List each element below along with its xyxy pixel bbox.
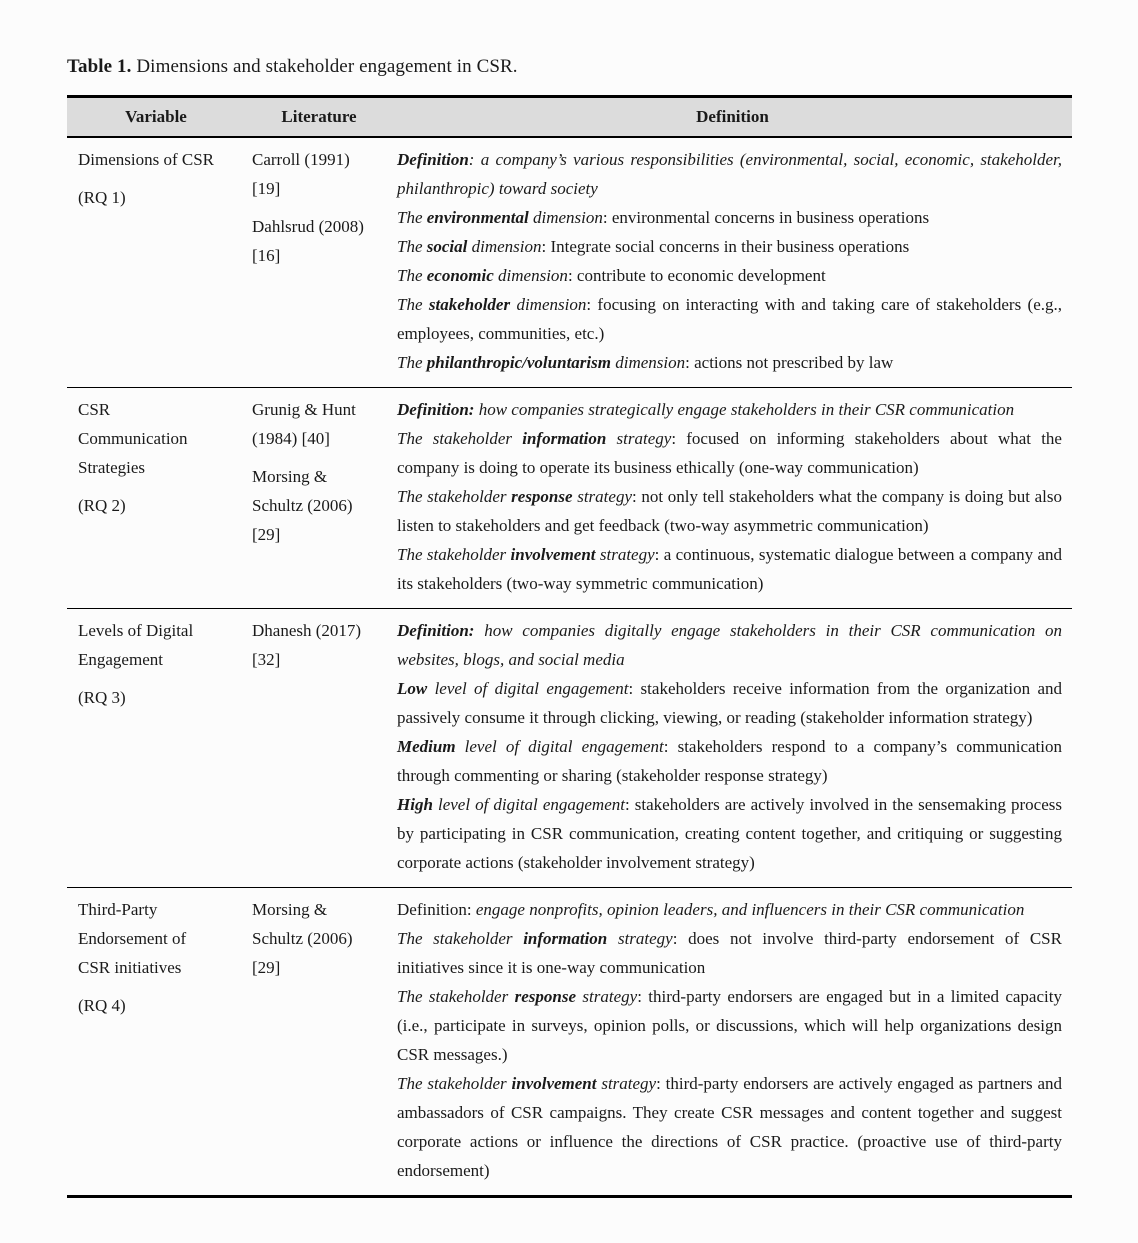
literature-line: Morsing &	[252, 899, 328, 919]
text-segment: : does not involve third-party endorsement of CSR initiatives since it is one-way communication	[397, 928, 1062, 977]
literature-cell	[245, 608, 393, 887]
definition-paragraph	[397, 895, 1062, 924]
text-segment: High	[397, 794, 438, 814]
text-segment: : stakeholders respond to a company’s communication through commenting or sharing (stakeholder response strategy)	[397, 736, 1062, 785]
variable-line: CSR	[78, 399, 111, 419]
text-segment: involvement	[510, 544, 600, 564]
rq-label: (RQ 4)	[78, 995, 126, 1015]
literature-line: [29]	[252, 957, 281, 977]
definition-paragraph	[397, 424, 1062, 482]
literature-reference	[252, 395, 389, 453]
text-segment: environmental	[426, 207, 534, 227]
text-segment: Low	[397, 678, 435, 698]
text-segment: strategy	[616, 428, 672, 448]
definition-paragraph	[397, 616, 1062, 674]
definition-cell	[393, 387, 1072, 608]
literature-reference	[252, 462, 389, 549]
text-segment: dimension	[615, 352, 686, 372]
text-segment: The stakeholder	[397, 1073, 512, 1093]
header-literature: Literature	[281, 106, 357, 126]
text-segment: : third-party endorsers are actively engaged as partners and ambassadors of CSR campaigns. They create CSR messages and content together and suggest corporate actions or influence the directions of CSR practice. (proactive use of third-party endorsement)	[397, 1073, 1063, 1180]
definition-paragraph	[397, 232, 1062, 261]
text-segment: The stakeholder	[397, 486, 512, 506]
variable-cell	[67, 887, 245, 1196]
text-segment: information	[523, 928, 618, 948]
text-segment: : contribute to economic development	[567, 265, 826, 285]
variable-line: Endorsement of	[78, 928, 187, 948]
text-segment: : not only tell stakeholders what the company is doing but also listen to stakeholders and get feedback (two-way asymmetric communication)	[397, 486, 1062, 535]
text-segment: strategy	[601, 1073, 657, 1093]
text-segment: level of digital engagement	[464, 736, 664, 756]
text-segment: The stakeholder	[397, 428, 523, 448]
text-segment: : environmental concerns in business operations	[602, 207, 930, 227]
text-segment: : a continuous, systematic dialogue between a company and its stakeholders (two-way symmetric communication)	[397, 544, 1062, 593]
table-caption-text: Dimensions and stakeholder engagement in CSR.	[131, 56, 518, 77]
text-segment: dimension	[471, 236, 542, 256]
table-row	[67, 387, 1072, 608]
definition-paragraph	[397, 395, 1062, 424]
text-segment: strategy	[582, 986, 638, 1006]
text-segment: response	[511, 486, 578, 506]
text-segment: response	[514, 986, 583, 1006]
text-segment: level of digital engagement	[437, 794, 625, 814]
text-segment: Definition	[397, 149, 469, 169]
definition-paragraph	[397, 261, 1062, 290]
text-segment: information	[522, 428, 617, 448]
literature-line: Dhanesh (2017)	[252, 620, 362, 640]
text-segment: The	[397, 352, 427, 372]
definition-paragraph	[397, 482, 1062, 540]
definition-paragraph	[397, 290, 1062, 348]
text-segment: : third-party endorsers are engaged but in a limited capacity (i.e., participate in surveys, opinion polls, or discussions, which will help organizations design CSR messages.)	[397, 986, 1062, 1064]
literature-line: Grunig & Hunt	[252, 399, 356, 419]
variable-line: Strategies	[78, 457, 146, 477]
text-segment: dimension	[498, 265, 568, 285]
text-segment: engage nonprofits, opinion leaders, and influencers in their CSR communication	[475, 899, 1025, 919]
definition-paragraph	[397, 982, 1062, 1069]
text-segment: : Integrate social concerns in their business operations	[541, 236, 910, 256]
literature-line: (1984) [40]	[252, 428, 330, 448]
definition-paragraph	[397, 1069, 1062, 1185]
literature-cell	[245, 887, 393, 1196]
definition-cell	[393, 887, 1072, 1196]
variable-line: Communication	[78, 428, 188, 448]
rq-label: (RQ 3)	[78, 687, 126, 707]
variable-line: Levels of Digital	[78, 620, 194, 640]
table-row	[67, 137, 1072, 388]
text-segment: economic	[426, 265, 499, 285]
definition-cell	[393, 608, 1072, 887]
text-segment: dimension	[516, 294, 587, 314]
variable-cell	[67, 387, 245, 608]
table-caption	[67, 56, 1138, 78]
text-segment: social	[426, 236, 472, 256]
definition-paragraph	[397, 348, 1062, 377]
literature-line: Morsing &	[252, 466, 328, 486]
literature-reference	[252, 145, 389, 203]
literature-line: [32]	[252, 649, 281, 669]
text-segment: how companies strategically engage stakeholders in their CSR communication	[474, 399, 1015, 419]
header-row	[67, 97, 1072, 137]
definition-paragraph	[397, 540, 1062, 598]
literature-line: [29]	[252, 524, 281, 544]
definition-paragraph	[397, 790, 1062, 877]
text-segment: The stakeholder	[397, 544, 511, 564]
definition-paragraph	[397, 145, 1062, 203]
table-caption-label: Table 1.	[67, 56, 132, 77]
literature-reference	[252, 616, 389, 674]
text-segment: : stakeholders are actively involved in the sensemaking process by participating in CSR communication, creating content together, and critiquing or suggesting corporate actions (stakeholder involvement strategy)	[397, 794, 1062, 872]
literature-line: [19]	[252, 178, 281, 198]
text-segment: The stakeholder	[397, 928, 524, 948]
text-segment: The	[397, 294, 429, 314]
table-row	[67, 887, 1072, 1196]
variable-line: CSR initiatives	[78, 957, 182, 977]
table-body	[67, 137, 1072, 1197]
csr-table	[67, 95, 1072, 1198]
text-segment: Definition:	[397, 899, 476, 919]
variable-line: Dimensions of CSR	[78, 149, 215, 169]
definition-paragraph	[397, 924, 1062, 982]
literature-cell	[245, 137, 393, 388]
text-segment: dimension	[533, 207, 603, 227]
text-segment: strategy	[599, 544, 655, 564]
text-segment: The	[397, 207, 427, 227]
text-segment: : stakeholders receive information from the organization and passively consume it through clicking, viewing, or reading (stakeholder information strategy)	[397, 678, 1062, 727]
literature-line: [16]	[252, 245, 281, 265]
text-segment: The	[397, 236, 427, 256]
variable-cell	[67, 137, 245, 388]
rq-label: (RQ 1)	[78, 187, 126, 207]
text-segment: Definition:	[397, 620, 475, 640]
header-definition: Definition	[696, 106, 769, 126]
literature-line: Dahlsrud (2008)	[252, 216, 364, 236]
variable-line: Third-Party	[78, 899, 158, 919]
text-segment: : focusing on interacting with and taking care of stakeholders (e.g., employees, communities, etc.)	[397, 294, 1063, 343]
text-segment: The	[397, 265, 427, 285]
text-segment: : focused on informing stakeholders about what the company is doing to operate its business ethically (one-way communication)	[397, 428, 1062, 477]
text-segment: stakeholder	[428, 294, 517, 314]
text-segment: philanthropic/voluntarism	[426, 352, 616, 372]
literature-line: Schultz (2006)	[252, 928, 353, 948]
text-segment: strategy	[617, 928, 673, 948]
literature-cell	[245, 387, 393, 608]
definition-paragraph	[397, 674, 1062, 732]
text-segment: : actions not prescribed by law	[685, 352, 894, 372]
rq-label: (RQ 2)	[78, 495, 126, 515]
definition-paragraph	[397, 203, 1062, 232]
literature-line: Carroll (1991)	[252, 149, 350, 169]
header-variable: Variable	[125, 106, 187, 126]
literature-reference	[252, 895, 389, 982]
table-row	[67, 608, 1072, 887]
definition-cell	[393, 137, 1072, 388]
text-segment: how companies digitally engage stakeholders in their CSR communication on websites, blogs, and social media	[397, 620, 1062, 669]
table-header	[67, 97, 1072, 137]
literature-reference	[252, 212, 389, 270]
text-segment: strategy	[577, 486, 632, 506]
text-segment: Definition:	[397, 399, 475, 419]
literature-line: Schultz (2006)	[252, 495, 353, 515]
text-segment: The stakeholder	[397, 986, 515, 1006]
text-segment: involvement	[511, 1073, 602, 1093]
variable-cell	[67, 608, 245, 887]
variable-line: Engagement	[78, 649, 163, 669]
text-segment: level of digital engagement	[434, 678, 629, 698]
definition-paragraph	[397, 732, 1062, 790]
text-segment: : a company’s various responsibilities (environmental, social, economic, stakeholder, philanthropic) toward society	[397, 149, 1062, 198]
text-segment: Medium	[397, 736, 465, 756]
